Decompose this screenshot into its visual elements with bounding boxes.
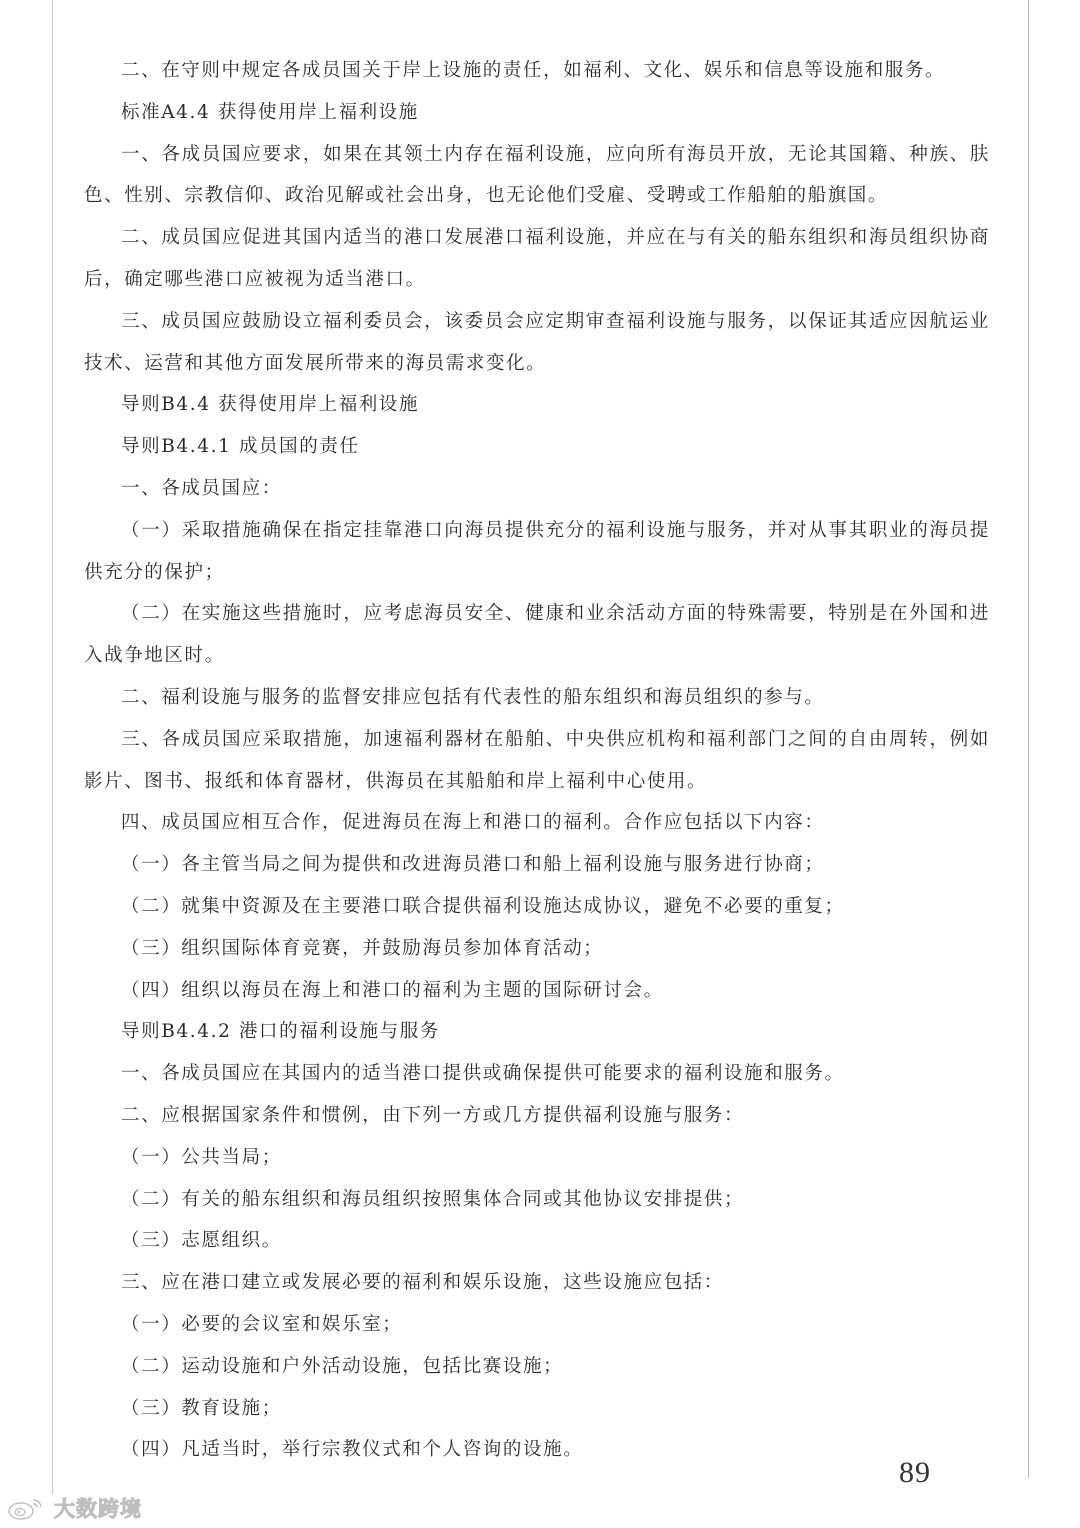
weibo-logo-icon: [6, 1495, 50, 1521]
list-item: （一）各主管当局之间为提供和改进海员港口和船上福利设施与服务进行协商；: [121, 854, 825, 876]
paragraph: 二、应根据国家条件和惯例，由下列一方或几方提供福利设施与服务：: [121, 1104, 745, 1126]
list-item: （三）教育设施；: [121, 1397, 282, 1419]
watermark: [6, 1493, 142, 1523]
watermark-text: 大数跨境: [54, 1497, 142, 1521]
section-heading-guideline-b4-4: 导则B4.4 获得使用岸上福利设施: [121, 394, 420, 416]
paragraph: 四、成员国应相互合作，促进海员在海上和港口的福利。合作应包括以下内容：: [121, 812, 825, 834]
list-item: （四）组织以海员在海上和港口的福利为主题的国际研讨会。: [121, 979, 664, 1001]
section-heading-guideline-b4-4-2: 导则B4.4.2 港口的福利设施与服务: [121, 1021, 440, 1043]
paragraph: 一、各成员国应要求，如果在其领土内存在福利设施，应向所有海员开放，无论其国籍、种族、肤色、性别、宗教信仰、政治见解或社会出身，也无论他们受雇、受聘或工作船舶的船旗国。: [84, 143, 990, 207]
paragraph: 三、成员国应鼓励设立福利委员会，该委员会应定期审查福利设施与服务，以保证其适应因航运业技术、运营和其他方面发展所带来的海员需求变化。: [84, 310, 990, 374]
left-margin-rule: [52, 0, 53, 1495]
list-item: （二）运动设施和户外活动设施，包括比赛设施；: [121, 1355, 564, 1377]
list-item: （三）组织国际体育竞赛，并鼓励海员参加体育活动；: [121, 937, 604, 959]
paragraph: 二、福利设施与服务的监督安排应包括有代表性的船东组织和海员组织的参与。: [121, 686, 825, 708]
paragraph: 一、各成员国应：: [121, 477, 282, 499]
section-heading-standard-a4-4: 标准A4.4 获得使用岸上福利设施: [121, 101, 419, 123]
list-item: （一）采取措施确保在指定挂靠港口向海员提供充分的福利设施与服务，并对从事其职业的海员提供充分的保护；: [84, 519, 990, 583]
list-item: （一）必要的会议室和娱乐室；: [121, 1313, 403, 1335]
paragraph: 二、成员国应促进其国内适当的港口发展港口福利设施，并应在与有关的船东组织和海员组织协商后，确定哪些港口应被视为适当港口。: [84, 227, 990, 290]
list-item: （二）在实施这些措施时，应考虑海员安全、健康和业余活动方面的特殊需要，特别是在外国和进入战争地区时。: [84, 603, 990, 667]
list-item: （一）公共当局；: [121, 1146, 282, 1168]
list-item: （四）凡适当时，举行宗教仪式和个人咨询的设施。: [121, 1439, 584, 1461]
list-item: （二）有关的船东组织和海员组织按照集体合同或其他协议安排提供；: [121, 1188, 745, 1210]
list-item: （三）志愿组织。: [121, 1230, 282, 1252]
section-heading-guideline-b4-4-1: 导则B4.4.1 成员国的责任: [121, 436, 360, 458]
page-number: 89: [899, 1456, 931, 1489]
paragraph: 一、各成员国应在其国内的适当港口提供或确保提供可能要求的福利设施和服务。: [121, 1063, 845, 1085]
paragraph: 二、在守则中规定各成员国关于岸上设施的责任，如福利、文化、娱乐和信息等设施和服务。: [121, 60, 946, 81]
document-body: [84, 50, 990, 1471]
right-margin-rule: [1028, 0, 1029, 1478]
paragraph: 三、各成员国应采取措施，加速福利器材在船舶、中央供应机构和福利部门之间的自由周转，例如影片、图书、报纸和体育器材，供海员在其船舶和岸上福利中心使用。: [84, 728, 990, 792]
list-item: （二）就集中资源及在主要港口联合提供福利设施达成协议，避免不必要的重复；: [121, 895, 845, 917]
paragraph: 三、应在港口建立或发展必要的福利和娱乐设施，这些设施应包括：: [121, 1272, 725, 1294]
